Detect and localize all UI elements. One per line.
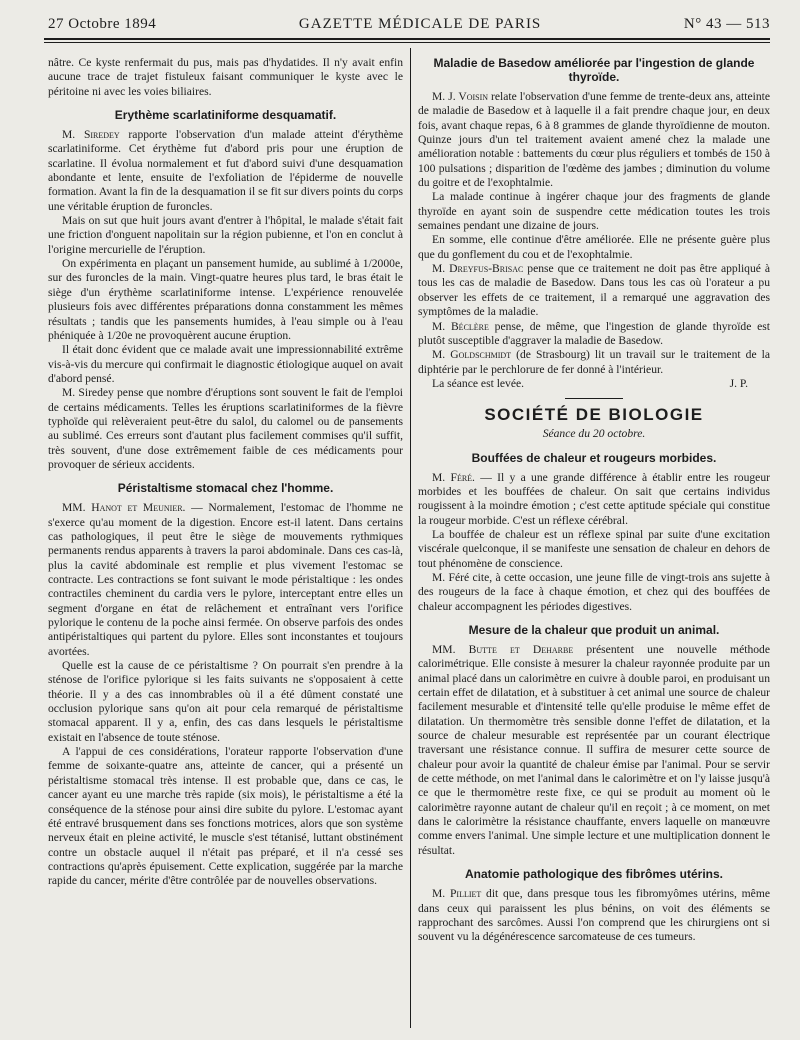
author-name: Hanot et Meunier. (91, 501, 186, 515)
session-close (418, 377, 770, 391)
author-name: J. Voisin (448, 90, 489, 103)
paragraph: nâtre. Ce kyste renfermait du pus, mais pas d'hydatides. Il n'y avait enfin aucune trace de trajet fistuleux faisant communiquer le kyste avec le péritoine ni avec les voies biliaires. (48, 56, 403, 98)
session-close-text: La séance est levée. (432, 376, 525, 390)
header-rule-thin (44, 42, 770, 43)
author-name: Béclère (450, 319, 489, 333)
section-heading-erytheme: Erythème scarlatiniforme desquamatif. (114, 108, 337, 123)
paragraph: On expérimenta en plaçant un pansement humide, au sublimé à 1/2000e, sur des furoncles de la main. Vingt-quatre heures plus tard, le bras était le siège d'un érythème scarlatiniforme intense. L'expérience renouvelée plusieurs fois avec différentes préparations donna constamment les mêmes résultats ; tandis que les pansements humides, à l'eau simple ou à l'eau phéniquée à 1/20e ne provoquèrent aucune éruption. (48, 257, 403, 342)
page-header (48, 12, 770, 36)
paragraph: La bouffée de chaleur est un réflexe spinal par suite d'une excitation viscérale quelconque, il se manifeste une sensation de chaleur en dehors de tout phénomène de conscience. (418, 527, 770, 570)
paragraph: M. Pilliet dit que, dans presque tous les fibromyômes utérins, même dans ceux qui paraissent les plus bénins, on voit des éléments se rapprochant des sarcômes. Aussi l'on comprend que les chirurgiens ont si souvent vu la dégénérescence sarcomateuse de ces tumeurs. (418, 887, 770, 944)
paragraph: M. Goldschmidt (de Strasbourg) lit un travail sur le traitement de la diphtérie par le perchlorure de fer donné à l'intérieur. (418, 348, 770, 376)
paragraph: Mais on sut que huit jours avant d'entrer à l'hôpital, le malade s'était fait une friction d'onguent napolitain sur la région pubienne, et l'on en conclut à l'origine mercurielle de l'éruption. (48, 214, 403, 256)
left-column (48, 56, 403, 1026)
paragraph: M. Féré. — Il y a une grande différence à établir entre les rougeur morbides et les bouffées de chaleur. On sait que certains individus rougissent à la moindre émotion ; c'est cette aptitude spéciale qui constitue la rougeur morbide. C'est un réflexe cérébral. (418, 470, 770, 527)
paragraph: A l'appui de ces considérations, l'orateur rapporte l'observation d'une femme de soixante-quatre ans, atteinte de cancer, qui a présenté un péristaltisme stomacal très intense. Il est probable que, dans ce cas, le cancer ayant eu une marche très rapide (six mois), le péristaltisme a été la conséquence de la sténose pour ainsi dire subite du pylore. L'estomac ayant été entravé brusquement dans ses fonctions motrices, alors que son système nerveux était en pleine activité, le muscle s'est tétanisé, luttant obstinément contre un obstacle auquel il n'était pas préparé, et il n'a cessé ses contractions qu'après épuisement. Cette explication, suggérée par la marche rapide du cancer, mérite d'être contrôlée par de nouvelles observations. (48, 745, 403, 888)
paragraph: En somme, elle continue d'être améliorée. Elle ne présente guère plus que du gonflement du cou et de l'exophtalmie. (418, 233, 770, 261)
paragraph: M. Béclère pense, de même, que l'ingestion de glande thyroïde est plutôt susceptible d'aggraver la maladie de Basedow. (418, 319, 770, 347)
section-heading-fibromes: Anatomie pathologique des fibrômes utérins. (464, 867, 724, 882)
paragraph: Quelle est la cause de ce péristaltisme ? On pourrait s'en prendre à la sténose de l'orifice pylorique si les faits suivants ne s'opposaient à cette théorie. Il y a des cas innombrables où il a été dûment constaté une occlusion pylorique sans qu'on ait pour cela remarqué de péristaltisme stomacal apparent. Il y a, enfin, des cas dans lesquels le péristaltisme existait en l'absence de toute sténose. (48, 659, 403, 744)
section-heading-mesure-chaleur: Mesure de la chaleur que produit un animal. (468, 623, 720, 637)
author-name: Dreyfus-Brisac (449, 262, 524, 276)
paragraph: MM. Hanot et Meunier. — Normalement, l'estomac de l'homme ne s'exerce qu'au moment de la digestion. Encore est-il latent. Dans certains cas pathologiques, il peut être le siège de mouvements rythmiques permanents rendus apparents à travers la paroi abdominale. Dans ces cas-là, plus la cavité abdominale est remplie et plus vivement l'estomac se contracte. Les contractions se font suivant le mode péristaltique : les ondes contractiles cheminent du cardia vers le pylore, interceptant entre elles un segment d'organe en état de relâchement et entraînant vers l'orifice pylorique le contenu de la poche ainsi fermée. On observe parfois des ondes antipéristaltiques qui partent du pylore. Elles sont inconstantes et toujours avortées. (48, 501, 403, 658)
author-name: Siredey (83, 128, 120, 142)
journal-title: GAZETTE MÉDICALE DE PARIS (298, 15, 542, 32)
column-divider (410, 48, 411, 1028)
paragraph: M. Dreyfus-Brisac pense que ce traitement ne doit pas être appliqué à tous les cas de maladie de Basedow. Dans tous les cas où l'orateur a pu observer les effets de ce traitement, il a remarqué une aggravation des symptômes de la maladie. (418, 262, 770, 319)
society-title: SOCIÉTÉ DE BIOLOGIE (484, 405, 704, 425)
paragraph: La malade continue à ingérer chaque jour des fragments de glande thyroïde en ayant soin de suspendre cette médication toutes les trois semaines pendant une dizaine de jours. (418, 190, 770, 233)
right-column (418, 56, 770, 1026)
section-separator (565, 398, 623, 399)
paragraph: MM. Butte et Deharbe présentent une nouvelle méthode calorimétrique. Elle consiste à mesurer la chaleur rayonnée produite par un animal placé dans un calorimètre en cuivre à double paroi, en produisant un certain effet de dilatation, et à substituer à cet animal une source de chaleur facilement mesurable et d'intensité telle qu'elle produise le même effet de dilatation. Un thermomètre très sensible donne l'effet de dilatation, et la source de chaleur mesurable est représentée par un courant électrique traversant une résistance connue. Il suffira de mesurer cette source de chaleur pour avoir la quantité de chaleur émise par l'animal. Pour se servir de cette méthode, on met l'animal dans le calorimètre et on l'y laisse jusqu'à ce que le thermomètre reste fixe, ce qui se produit au moment où le calorimètre rayonne autant de chaleur qu'il en reçoit ; à ce moment, on met dans le calorimètre la résistance chauffante, envers laquelle on manœuvre comme envers l'animal. Une simple lecture et une multiplication donnent le résultat. (418, 643, 770, 857)
session-date: Séance du 20 octobre. (542, 427, 646, 441)
section-heading-basedow: Maladie de Basedow améliorée par l'ingestion de glande thyroïde. (433, 56, 755, 84)
section-heading-bouffees: Bouffées de chaleur et rougeurs morbides. (471, 450, 717, 465)
issue-number: N° 43 — 513 (683, 15, 770, 32)
paragraph: M. Siredey rapporte l'observation d'un malade atteint d'érythème scarlatiniforme. Cet érythème fut d'abord pris pour une éruption de scarlatine. Il évolua normalement et fut d'abord suivi d'une desquamation abondante et lente, ensuite de l'exfoliation de l'épiderme de nouvelle formation. Avant la fin de la desquamation il se fit sur divers points du corps une véritable éruption de furoncles. (48, 128, 403, 213)
paragraph: M. Siredey pense que nombre d'éruptions sont souvent le fait de l'emploi de certains médicaments. Telles les éruptions scarlatiniformes de la fièvre typhoïde qui relèveraient peut-être du salol, du calomel ou de pansements au sublimé. Ces erreurs sont d'autant plus facilement commises qu'il suffit, très souvent, d'une dose extrêmement faible de ces médicaments pour provoquer de sérieux accidents. (48, 386, 403, 471)
section-heading-peristaltisme: Péristaltisme stomacal chez l'homme. (117, 481, 334, 496)
header-rule-thick (44, 38, 770, 40)
author-name: Féré. (450, 470, 475, 484)
paragraph: M. J. Voisin relate l'observation d'une femme de trente-deux ans, atteinte de maladie de Basedow et à laquelle il a fait prendre chaque jour, en deux fois, avant chaque repas, 6 à 8 grammes de glande thyroïdienne de mouton. Quinze jours d'un tel traitement avaient amené chez la malade une amélioration notable : battements du cœur plus réguliers et tombés de 150 à 100 pulsations ; disparition de l'œdème des jambes ; diminution du volume du goitre et de l'exophtalmie. (418, 90, 770, 190)
paragraph: Il était donc évident que ce malade avait une impressionnabilité extrême vis-à-vis du mercure qui confirmait le diagnostic étiologique auquel on avait d'abord pensé. (48, 343, 403, 385)
author-name: Pilliet (449, 887, 482, 901)
author-name: Butte et Deharbe (468, 643, 574, 656)
author-name: Goldschmidt (450, 348, 512, 362)
paragraph: M. Féré cite, à cette occasion, une jeune fille de vingt-trois ans sujette à des rougeurs de la face à chaque émotion, et chez qui des bouffées de chaleur accompagnent les périodes digestives. (418, 570, 770, 613)
header-date: 27 Octobre 1894 (48, 15, 157, 32)
signature-initials: J. P. (729, 376, 748, 390)
